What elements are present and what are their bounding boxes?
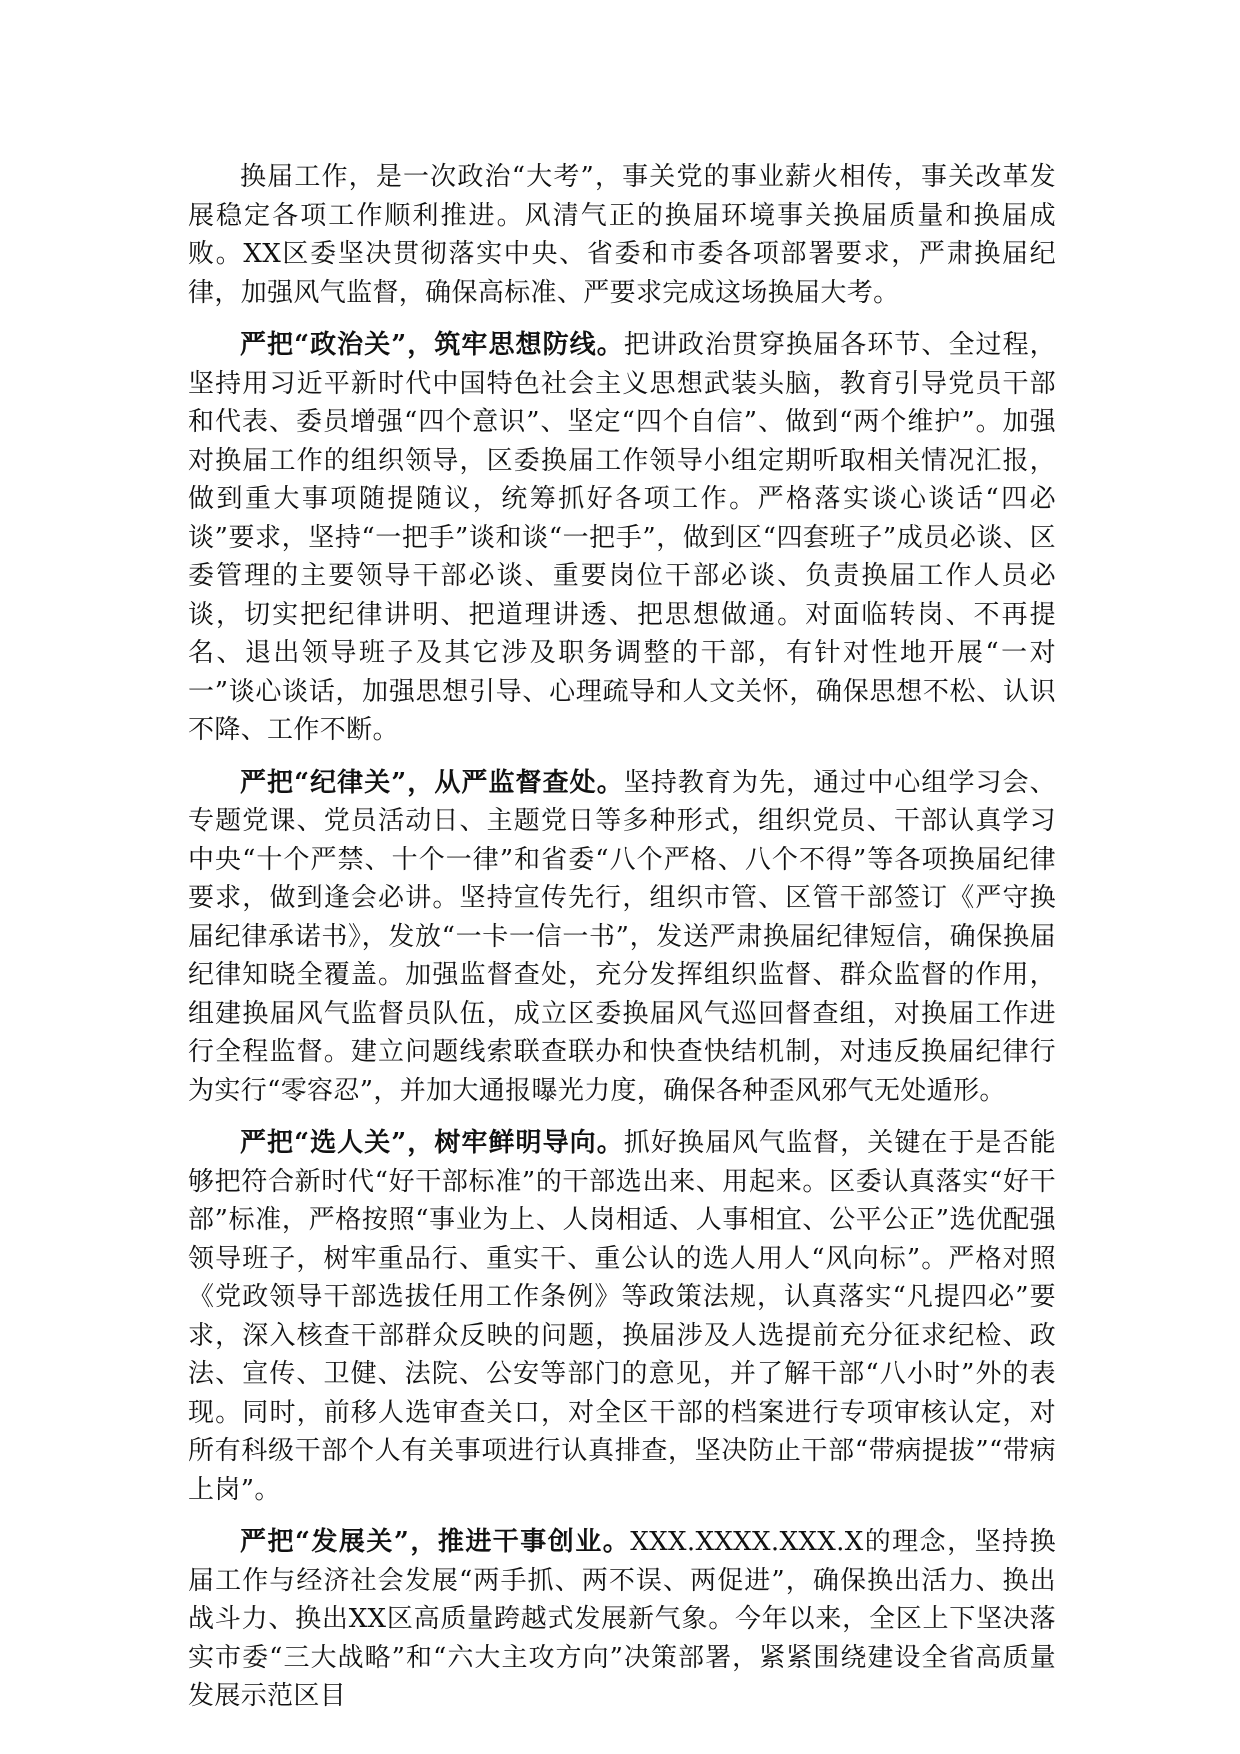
paragraph-heading: 严把“政治关”，筑牢思想防线。 (240, 330, 624, 360)
political-gate-paragraph (188, 326, 1056, 750)
paragraph-text: 换届工作，是一次政治“大考”，事关党的事业薪火相传，事关改革发展稳定各项工作顺利推进。风清气正的换届环境事关换届质量和换届成败。XX区委坚决贯彻落实中央、省委和市委各项部署要求，严肃换届纪律，加强风气监督，确保高标准、严要求完成这场换届大考。 (188, 162, 1056, 308)
paragraph-text: 抓好换届风气监督，关键在于是否能够把符合新时代“好干部标准”的干部选出来、用起来。区委认真落实“好干部”标准，严格按照“事业为上、人岗相适、人事相宜、公平公正”选优配强领导班子，树牢重品行、重实干、重公认的选人用人“风向标”。严格对照《党政领导干部选拔任用工作条例》等政策法规，认真落实“凡提四必”要求，深入核查干部群众反映的问题，换届涉及人选提前充分征求纪检、政法、宣传、卫健、法院、公安等部门的意见，并了解干部“八小时”外的表现。同时，前移人选审查关口，对全区干部的档案进行专项审核认定，对所有科级干部个人有关事项进行认真排查，坚决防止干部“带病提拔”“带病上岗”。 (188, 1128, 1056, 1505)
document-page (188, 158, 1056, 1730)
selection-gate-paragraph (188, 1124, 1056, 1509)
paragraph-heading: 严把“纪律关”，从严监督查处。 (240, 767, 624, 798)
paragraph-heading: 严把“发展关”，推进干事创业。 (240, 1527, 631, 1557)
development-gate-paragraph (188, 1523, 1056, 1716)
paragraph-text: 把讲政治贯穿换届各环节、全过程，坚持用习近平新时代中国特色社会主义思想武装头脑，教育引导党员干部和代表、委员增强“四个意识”、坚定“四个自信”、做到“两个维护”。加强对换届工作的组织领导，区委换届工作领导小组定期听取相关情况汇报，做到重大事项随提随议，统筹抓好各项工作。严格落实谈心谈话“四必谈”要求，坚持“一把手”谈和谈“一把手”，做到区“四套班子”成员必谈、区委管理的主要领导干部必谈、重要岗位干部必谈、负责换届工作人员必谈，切实把纪律讲明、把道理讲透、把思想做通。对面临转岗、不再提名、退出领导班子及其它涉及职务调整的干部，有针对性地开展“一对一”谈心谈话，加强思想引导、心理疏导和人文关怀，确保思想不松、认识不降、工作不断。 (188, 330, 1056, 745)
paragraph-text: XXX.XXXX.XXX.X的理念，坚持换届工作与经济社会发展“两手抓、两不误、两促进”，确保换出活力、换出战斗力、换出XX区高质量跨越式发展新气象。今年以来，全区上下坚决落实市委“三大战略”和“六大主攻方向”决策部署，紧紧围绕建设全省高质量发展示范区目 (188, 1527, 1056, 1711)
paragraph-text: 坚持教育为先，通过中心组学习会、专题党课、党员活动日、主题党日等多种形式，组织党员、干部认真学习中央“十个严禁、十个一律”和省委“八个严格、八个不得”等各项换届纪律要求，做到逢会必讲。坚持宣传先行，组织市管、区管干部签订《严守换届纪律承诺书》，发放“一卡一信一书”，发送严肃换届纪律短信，确保换届纪律知晓全覆盖。加强监督查处，充分发挥组织监督、群众监督的作用，组建换届风气监督员队伍，成立区委换届风气巡回督查组，对换届工作进行全程监督。建立问题线索联查联办和快查快结机制，对违反换届纪律行为实行“零容忍”，并加大通报曝光力度，确保各种歪风邪气无处遁形。 (188, 767, 1056, 1106)
discipline-gate-paragraph (188, 764, 1056, 1111)
intro-paragraph (188, 158, 1056, 312)
paragraph-heading: 严把“选人关”，树牢鲜明导向。 (240, 1128, 624, 1158)
